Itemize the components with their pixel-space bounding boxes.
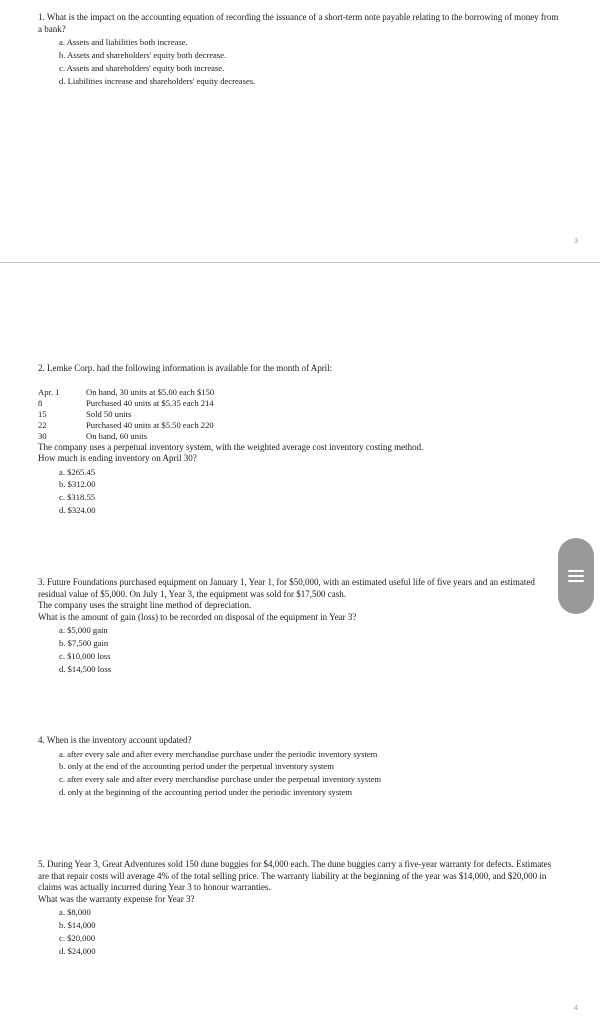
inventory-date: 15 [38,408,47,419]
question-3 [38,577,560,677]
drag-handle-icon [568,567,584,585]
inventory-table [38,387,560,442]
inventory-row [38,387,560,398]
inventory-row [38,420,560,431]
q3-option-a: a. $5,000 gain [59,625,108,635]
q2-option-b: b. $312.00 [59,479,96,490]
page-number: 3 [574,238,578,245]
inventory-date: 30 [38,430,47,441]
question-3-intro: 3. Future Foundations purchased equipment on January 1, Year 1, for $50,000, with an estimated useful life of five years and an estimated residual value of $5,000. On July 1, Year 3, the equipment was sold for $17,500 cash. [38,577,535,599]
q1-option-a: a. Assets and liabilities both increase. [59,37,188,47]
inventory-desc: Purchased 40 units at $5.50 each 220 [86,419,214,430]
q3-option-b: b. $7,500 gain [59,637,109,648]
q1-option-d: d. Liabilities increase and shareholders' equity decreases. [59,75,256,86]
question-1-options [38,37,560,87]
question-2-method: The company uses a perpetual inventory system, with the weighted average cost inventory costing method. [38,441,424,452]
q3-option-d: d. $14,500 loss [59,663,112,674]
document-page-4 [0,263,600,1024]
inventory-date: Apr. 1 [38,386,60,397]
q2-option-a: a. $265.45 [59,466,96,477]
question-5 [38,859,560,959]
q2-option-d: d. $324.00 [59,505,96,516]
q4-option-a: a. after every sale and after every merchandise purchase under the periodic inventory system [59,748,378,759]
question-4-text: 4. When is the inventory account updated? [38,735,192,745]
q1-option-b: b. Assets and shareholders' equity both decrease. [59,49,227,60]
document-page-3 [0,0,600,262]
question-2-intro: 2. Lemke Corp. had the following information is available for the month of April: [38,363,333,373]
inventory-row [38,431,560,442]
inventory-desc: On hand, 30 units at $5.00 each $150 [86,386,215,397]
question-5-options [38,907,560,957]
question-5-text: What was the warranty expense for Year 3? [38,893,195,904]
question-4-options [38,749,560,799]
q1-option-c: c. Assets and shareholders' equity both increase. [59,62,225,73]
question-5-intro: 5. During Year 3, Great Adventures sold 150 dune buggies for $4,000 each. The dune buggies carry a five-year warranty for defects. Estimates are that repair costs will average 4% of the total selling price. The warranty liability at the beginning of the year was $14,000, and $20,000 in claims was actually incurred during Year 3 to honour warranties. [38,859,552,892]
q4-option-c: c. after every sale and after every merchandise purchase under the perpetual inventory system [59,774,382,785]
inventory-desc: Sold 50 units [86,408,132,419]
inventory-date: 22 [38,419,47,430]
inventory-row [38,398,560,409]
q5-option-c: c. $20,000 [59,932,96,943]
page-number: 4 [574,1005,578,1012]
q2-option-c: c. $318.55 [59,492,96,503]
scroll-handle[interactable] [558,538,594,614]
q5-option-b: b. $14,000 [59,919,96,930]
inventory-date: 8 [38,397,43,408]
question-2-text: How much is ending inventory on April 30? [38,453,197,463]
question-3-options [38,625,560,675]
q5-option-d: d. $24,000 [59,945,96,956]
question-3-method: The company uses the straight line method of depreciation. [38,600,252,610]
q4-option-d: d. only at the beginning of the accounting period under the periodic inventory system [59,787,353,798]
question-4 [38,735,560,800]
inventory-desc: Purchased 40 units at $5.35 each 214 [86,397,214,408]
question-1 [38,12,560,89]
q3-option-c: c. $10,000 loss [59,650,111,661]
q4-option-b: b. only at the end of the accounting period under the perpetual inventory system [59,761,334,772]
question-1-text: 1. What is the impact on the accounting equation of recording the issuance of a short-term note payable relating to the borrowing of money from a bank? [38,12,559,34]
q5-option-a: a. $8,000 [59,907,91,917]
question-3-text: What is the amount of gain (loss) to be recorded on disposal of the equipment in Year 3? [38,611,357,622]
question-2 [38,363,560,518]
question-2-options [38,467,560,517]
inventory-row [38,409,560,420]
inventory-desc: On hand, 60 units [86,430,148,441]
